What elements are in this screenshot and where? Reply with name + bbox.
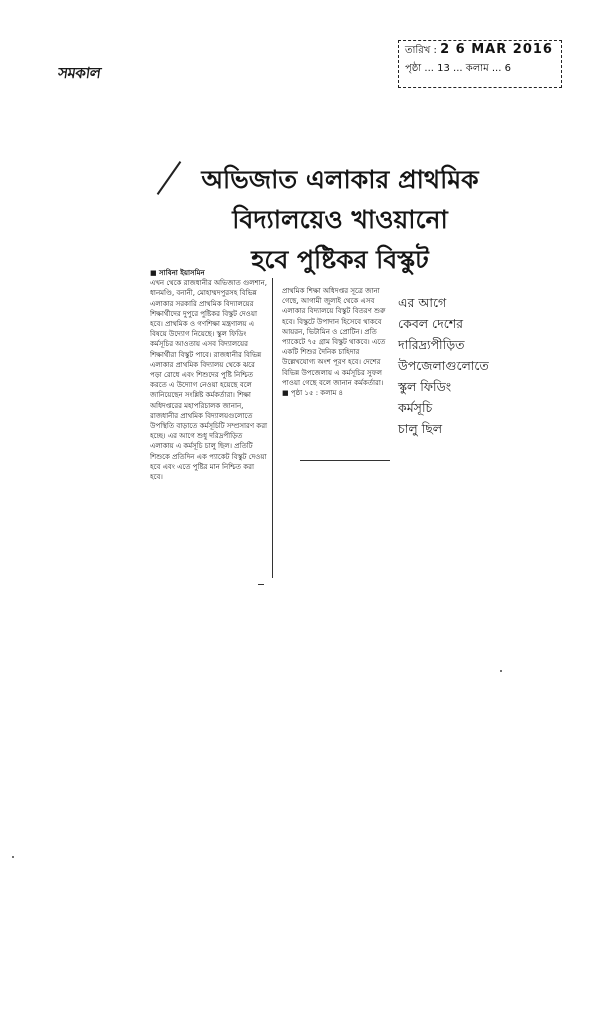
column-divider: [272, 278, 273, 578]
article-byline: ■ সাবিনা ইয়াসমিন: [150, 269, 205, 277]
newspaper-masthead: সমকাল: [56, 64, 102, 82]
article-column-2: [282, 286, 392, 456]
scan-speck: [12, 856, 14, 858]
pull-quote-line-1: এর আগে: [398, 295, 447, 310]
headline-line-3: হবে পুষ্টিকর বিস্কুট: [251, 245, 429, 274]
bottom-rule: [258, 584, 264, 585]
pull-quote-line-5: স্কুল ফিডিং: [398, 379, 452, 394]
pull-quote-line-6: কর্মসূচি: [398, 400, 433, 415]
pull-quote: [398, 292, 489, 439]
pull-quote-line-2: কেবল দেশের: [398, 316, 463, 331]
headline-line-1: অভিজাত এলাকার প্রাথমিক: [201, 165, 479, 194]
column-2-end-rule: [300, 460, 390, 461]
clipping-date-stamp: [398, 40, 562, 88]
pull-quote-line-3: দারিদ্র্যপীড়িত: [398, 337, 465, 352]
article-headline: [150, 160, 530, 280]
column-2-text: প্রাথমিক শিক্ষা অধিদপ্তর সূত্রে জানা গেছে, আগামী জুলাই থেকে এসব এলাকার বিদ্যালয়ে বিস্কুট বিতরণ শুরু হবে। বিস্কুটে উপাদান হিসেবে থাকবে আয়রন, ভিটামিন ও প্রোটিন। প্রতি প্যাকেটে ৭৫ গ্রাম বিস্কুট থাকবে। এতে একটি শিশুর দৈনিক চাহিদার উল্লেখযোগ্য অংশ পূরণ হবে। দেশের বিভিন্ন উপজেলায় এ কর্মসূচির সুফল পাওয়া গেছে বলে জানান কর্মকর্তারা। ■ পৃষ্ঠা ১৫ : কলাম ৪: [282, 287, 386, 398]
stamp-page-label: পৃষ্ঠা: [405, 63, 422, 74]
stamp-page-value: 13: [437, 63, 450, 74]
article-column-1: [150, 268, 268, 580]
stamp-date-value: 2 6 MAR 2016: [440, 42, 553, 57]
stamp-date-row: তারিখ : 2 6 MAR 2016: [405, 42, 553, 57]
pull-quote-line-7: চালু ছিল: [398, 421, 443, 436]
stamp-column-value: 6: [504, 63, 511, 74]
column-1-text: এখন থেকে রাজধানীর অভিজাত গুলশান, ধানমণ্ডি, বনানী, মোহাম্মদপুরসহ বিভিন্ন এলাকার সরকারি প্রাথমিক বিদ্যালয়ের শিক্ষার্থীদের দুপুরে পুষ্টিকর বিস্কুট দেওয়া হবে। প্রাথমিক ও গণশিক্ষা মন্ত্রণালয় এ বিষয়ে উদ্যোগ নিয়েছে। স্কুল ফিডিং কর্মসূচির আওতায় এসব বিদ্যালয়ের শিক্ষার্থীরা বিস্কুট পাবে। রাজধানীর বিভিন্ন এলাকার প্রাথমিক বিদ্যালয় থেকে ঝরে পড়া রোধে এবং শিশুদের পুষ্টি নিশ্চিত করতে এ উদ্যোগ নেওয়া হয়েছে বলে জানিয়েছেন সংশ্লিষ্ট কর্মকর্তারা। শিক্ষা অধিদপ্তরের মহাপরিচালক জানান, রাজধানীর প্রাথমিক বিদ্যালয়গুলোতে উপস্থিতি বাড়াতে কর্মসূচিটি সম্প্রসারণ করা হচ্ছে। এর আগে শুধু দরিদ্রপীড়িত এলাকায় এ কর্মসূচি চালু ছিল। প্রতিটি শিশুকে প্রতিদিন এক প্যাকেট বিস্কুট দেওয়া হবে এবং এতে পুষ্টির মান নিশ্চিত করা হবে।: [150, 279, 268, 482]
stamp-date-label: তারিখ: [405, 45, 431, 56]
stamp-page-row: পৃষ্ঠা ... 13 ... কলাম ... 6: [405, 63, 511, 74]
headline-line-2: বিদ্যালয়েও খাওয়ানো: [232, 205, 448, 234]
pull-quote-line-4: উপজেলাগুলোতে: [398, 358, 489, 373]
stamp-column-label: কলাম: [465, 63, 489, 74]
scan-speck: [500, 670, 502, 672]
